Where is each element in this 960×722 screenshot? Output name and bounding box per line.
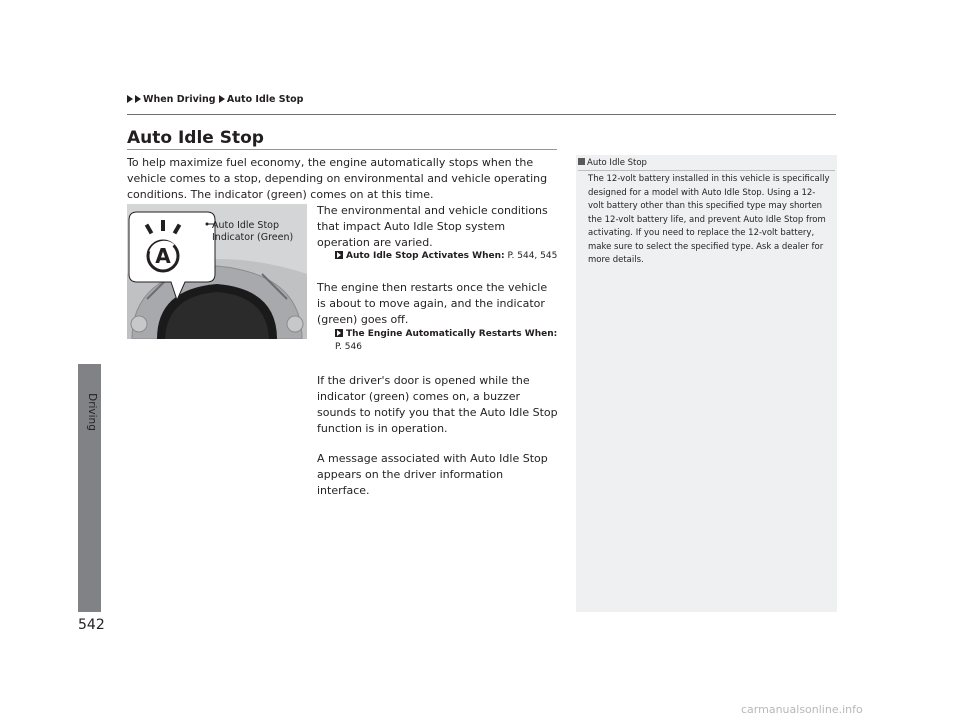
- side-note-heading: [578, 158, 647, 168]
- paragraph: The engine then restarts once the vehicle is about to move again, and the indicator (green) goes off.: [317, 281, 548, 326]
- breadcrumb-arrow-icon: [135, 95, 141, 103]
- intro-paragraph: To help maximize fuel economy, the engine automatically stops when the vehicle comes to a stop, depending on environmental and vehicle operating conditions. The indicator (green) comes on at this time.: [127, 156, 548, 201]
- figure-callout: [212, 220, 293, 244]
- indicator-letter: A: [155, 244, 171, 268]
- cross-reference[interactable]: [335, 328, 557, 354]
- title-divider: [127, 149, 557, 150]
- figure-callout-line: Auto Idle Stop: [212, 220, 280, 231]
- cross-reference[interactable]: [335, 250, 557, 263]
- paragraph: A message associated with Auto Idle Stop appears on the driver information interface.: [317, 452, 548, 497]
- breadcrumb: [127, 94, 303, 105]
- figure-callout-line: Indicator (Green): [212, 232, 294, 243]
- paragraph: The environmental and vehicle conditions that impact Auto Idle Stop system operation are varied.: [317, 204, 548, 249]
- note-marker-icon: [578, 158, 585, 165]
- watermark[interactable]: carmanualsonline.info: [741, 703, 863, 716]
- cross-reference-label: Auto Idle Stop Activates When:: [346, 251, 505, 261]
- breadcrumb-arrow-icon: [127, 95, 133, 103]
- reference-arrow-icon: [335, 251, 343, 259]
- cross-reference-label: The Engine Automatically Restarts When:: [346, 329, 558, 339]
- reference-arrow-icon: [335, 329, 343, 337]
- page-number: 542: [78, 617, 105, 633]
- side-note-body: The 12-volt battery installed in this vehicle is specifically designed for a model with Auto Idle Stop. Using a 12-volt battery other than this specified type may shorten the 12-volt battery life, and prevent Auto Idle Stop from activating. If you need to replace the 12-volt battery, make sure to select the specified type. Ask a dealer for more details.: [588, 174, 830, 265]
- breadcrumb-item[interactable]: When Driving: [143, 94, 216, 105]
- breadcrumb-item[interactable]: Auto Idle Stop: [226, 94, 304, 105]
- cross-reference-pages[interactable]: P. 546: [335, 342, 362, 352]
- side-note-heading-text: Auto Idle Stop: [587, 158, 647, 168]
- cross-reference-pages[interactable]: P. 544, 545: [507, 251, 558, 261]
- side-note-divider: [578, 170, 835, 171]
- breadcrumb-arrow-icon: [219, 95, 225, 103]
- page-title: Auto Idle Stop: [127, 128, 264, 148]
- section-tab-label: Driving: [86, 393, 98, 431]
- paragraph: If the driver's door is opened while the indicator (green) comes on, a buzzer sounds to notify you that the Auto Idle Stop function is in operation.: [317, 374, 558, 435]
- header-divider: [127, 114, 836, 115]
